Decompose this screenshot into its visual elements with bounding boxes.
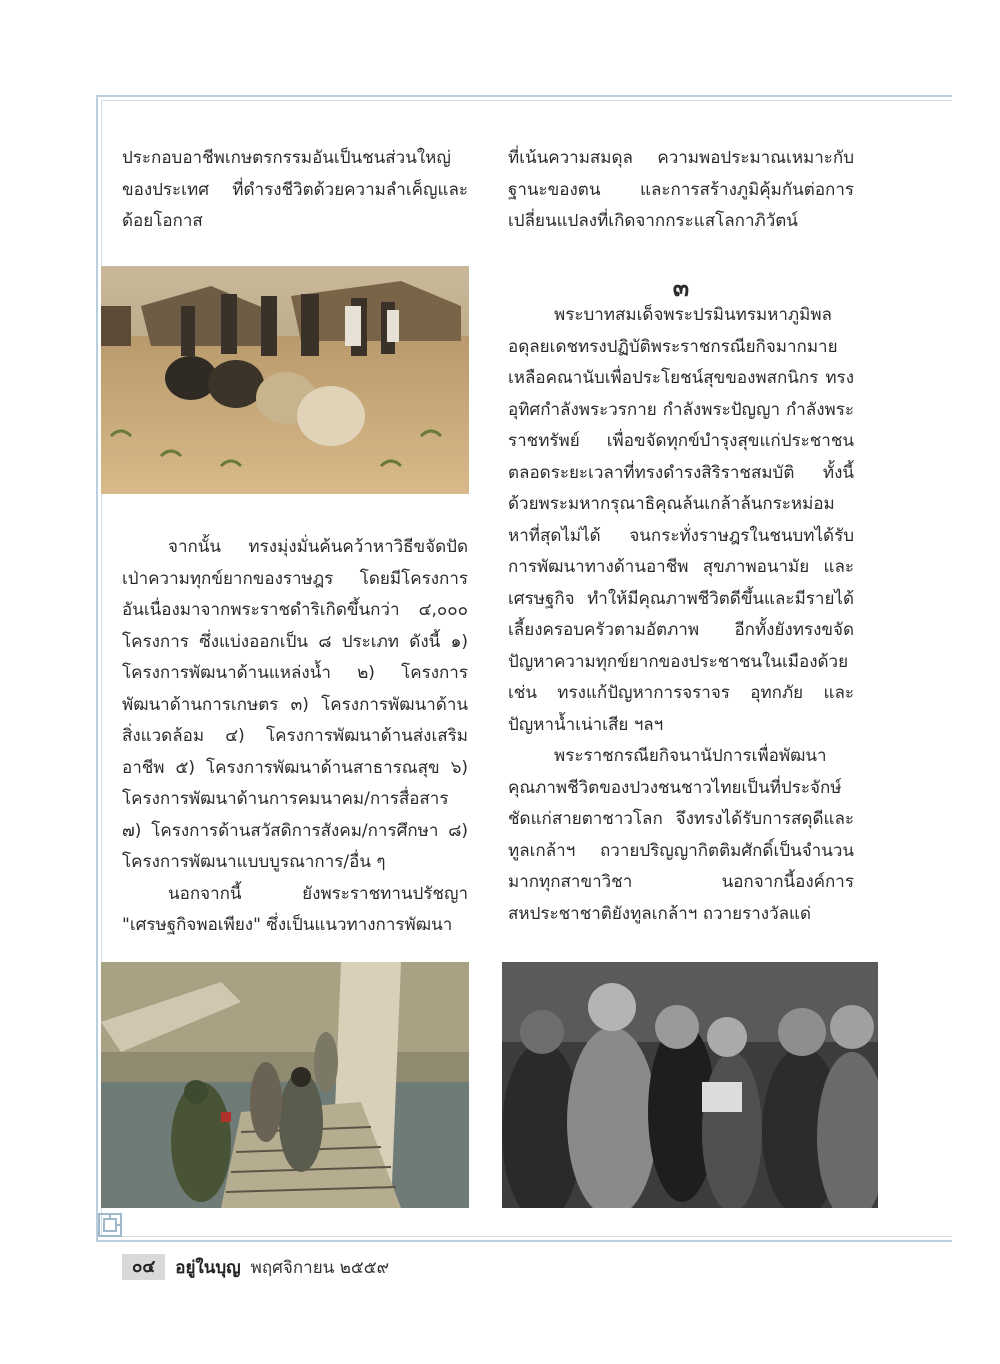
left-mid-paragraph-2: นอกจากนี้ ยังพระราชทานปรัชญา "เศรษฐกิจพอเพียง" ซึ่งเป็นแนวทางการพัฒนา [122,883,468,935]
magazine-name: อยู่ในบุญ [175,1257,241,1278]
right-top-paragraph: ที่เน้นความสมดุล ความพอประมาณเหมาะกับฐานะของตน และการสร้างภูมิคุ้มกันต่อการเปลี่ยนแปลงที่เกิดจากกระแสโลกาภิวัตน์ [508,148,854,231]
page-number: ๐๔ [122,1254,165,1280]
photo-villagers-bw [502,962,878,1208]
left-column-top [122,143,468,238]
section-number: ๓ [672,274,690,302]
right-column-top [508,143,854,238]
left-column-mid [122,532,468,942]
left-top-paragraph: ประกอบอาชีพเกษตรกรรมอันเป็นชนส่วนใหญ่ของประเทศ ที่ดำรงชีวิตด้วยความลำเค็ญและด้อยโอกาส [122,148,468,231]
left-mid-paragraph-1: จากนั้น ทรงมุ่งมั่นค้นคว้าหาวิธีขจัดปัดเป่าความทุกข์ยากของราษฎร โดยมีโครงการอันเนื่องมาจากพระราชดำริเกิดขึ้นกว่า ๔,๐๐๐ โครงการ ซึ่งแบ่งออกเป็น ๘ ประเภท ดังนี้ ๑) โครงการพัฒนาด้านแหล่งน้ำ ๒) โครงการพัฒนาด้านการเกษตร ๓) โครงการพัฒนาด้านสิ่งแวดล้อม ๔) โครงการพัฒนาด้านส่งเสริมอาชีพ ๕) โครงการพัฒนาด้านสาธารณสุข ๖) โครงการพัฒนาด้านการคมนาคม/การสื่อสาร ๗) โครงการด้านสวัสดิการสังคม/การศึกษา ๘) โครงการพัฒนาแบบบูรณาการ/อื่น ๆ [122,537,468,872]
right-column-mid [508,300,854,930]
photo-bridge-crossing [101,962,469,1208]
photo-field-visit [101,266,469,494]
corner-ornament-icon [97,1212,123,1238]
right-paragraph-1: พระบาทสมเด็จพระปรมินทรมหาภูมิพลอดุลยเดชทรงปฏิบัติพระราชกรณียกิจมากมายเหลือคณานับเพื่อประโยชน์สุขของพสกนิกร ทรงอุทิศกำลังพระวรกาย กำลังพระปัญญา กำลังพระราชทรัพย์ เพื่อขจัดทุกข์บำรุงสุขแก่ประชาชนตลอดระยะเวลาที่ทรงดำรงสิริราชสมบัติ ทั้งนี้ด้วยพระมหากรุณาธิคุณล้นเกล้าล้นกระหม่อมหาที่สุดไม่ได้ จนกระทั่งราษฎรในชนบทได้รับการพัฒนาทางด้านอาชีพ สุขภาพอนามัย และเศรษฐกิจ ทำให้มีคุณภาพชีวิตดีขึ้นและมีรายได้เลี้ยงครอบครัวตามอัตภาพ อีกทั้งยังทรงขจัดปัญหาความทุกข์ยากของประชาชนในเมืองด้วย เช่น ทรงแก้ปัญหาการจราจร อุทกภัย และปัญหาน้ำเน่าเสีย ฯลฯ [508,305,854,735]
issue-date: พฤศจิกายน ๒๕๕๙ [250,1257,390,1278]
page-footer [122,1254,389,1280]
right-paragraph-2: พระราชกรณียกิจนานัปการเพื่อพัฒนาคุณภาพชีวิตของปวงชนชาวไทยเป็นที่ประจักษ์ชัดแก่สายตาชาวโลก จึงทรงได้รับการสดุดีและทูลเกล้าฯ ถวายปริญญากิตติมศักดิ์เป็นจำนวนมากทุกสาขาวิชา นอกจากนี้องค์การสหประชาชาติยังทูลเกล้าฯ ถวายรางวัลแด่ [508,746,854,924]
